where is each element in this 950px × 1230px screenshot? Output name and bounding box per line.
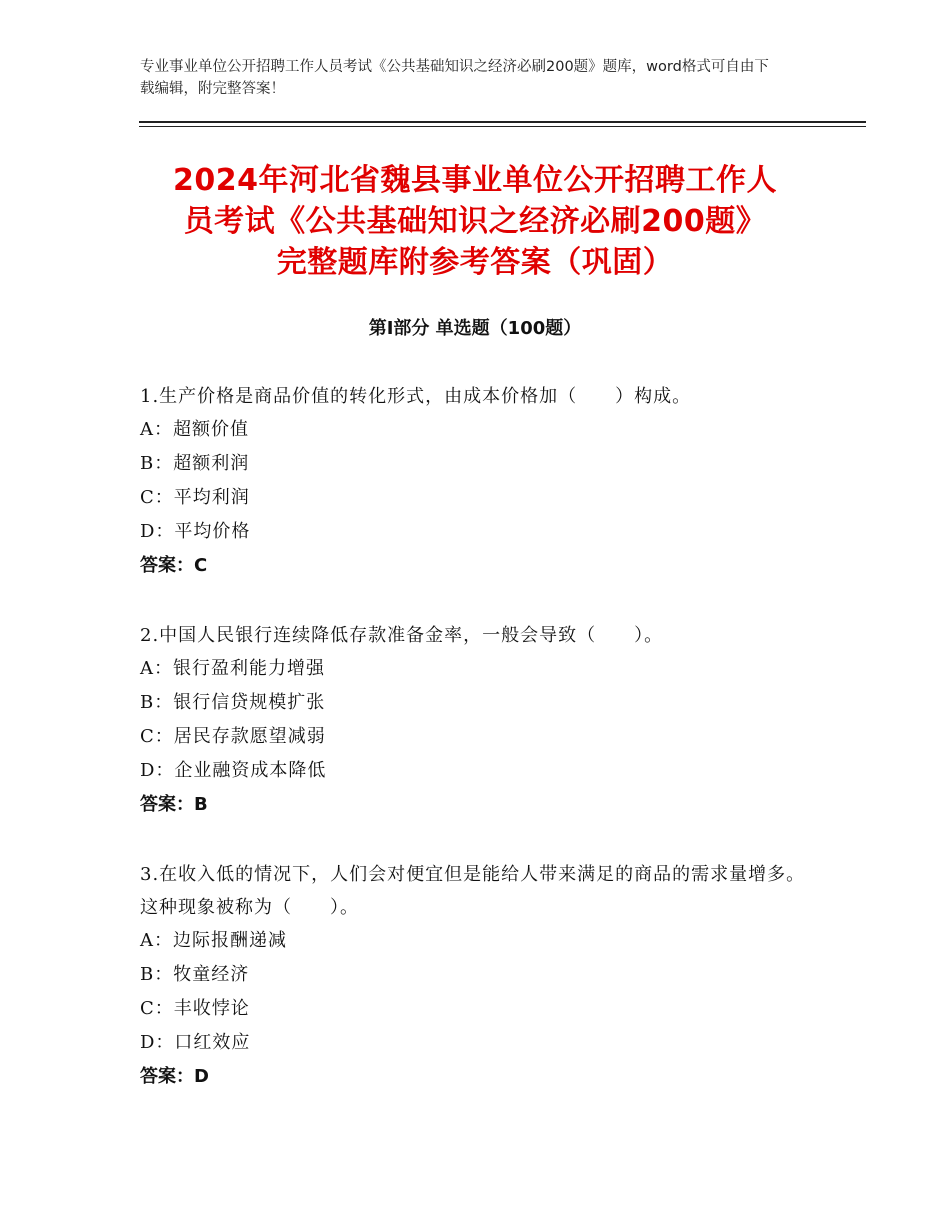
question-2 <box>140 619 820 822</box>
answer-label: 答案：C <box>140 555 208 576</box>
title-line-3: 完整题库附参考答案（巩固） <box>276 245 674 280</box>
option-c: C：丰收悖论 <box>140 998 250 1019</box>
question-1 <box>140 380 820 583</box>
option-a: A：边际报酬递减 <box>140 930 287 951</box>
option-d: D：平均价格 <box>140 521 251 542</box>
header-rule-thick <box>139 121 866 123</box>
question-stem: 3.在收入低的情况下，人们会对便宜但是能给人带来满足的商品的需求量增多。这种现象被称为（ ）。 <box>140 864 806 918</box>
question-stem: 2.中国人民银行连续降低存款准备金率，一般会导致（ ）。 <box>140 625 664 646</box>
option-b: B：银行信贷规模扩张 <box>140 692 326 713</box>
option-a: A：超额价值 <box>140 419 249 440</box>
option-d: D：企业融资成本降低 <box>140 760 327 781</box>
question-stem: 1.生产价格是商品价值的转化形式，由成本价格加（ ）构成。 <box>140 386 692 407</box>
header-note: 专业事业单位公开招聘工作人员考试《公共基础知识之经济必刷200题》题库，word格式可自由下载编辑，附完整答案！ <box>140 59 769 97</box>
header-rule-thin <box>139 126 866 127</box>
option-c: C：平均利润 <box>140 487 250 508</box>
option-d: D：口红效应 <box>140 1032 251 1053</box>
document-title <box>130 160 820 283</box>
title-line-2: 员考试《公共基础知识之经济必刷200题》 <box>183 204 767 239</box>
section-title: 第Ⅰ部分 单选题（100题） <box>368 318 582 339</box>
question-3 <box>140 858 820 1094</box>
answer-label: 答案：D <box>140 1066 209 1087</box>
option-a: A：银行盈利能力增强 <box>140 658 325 679</box>
answer-label: 答案：B <box>140 794 208 815</box>
option-b: B：牧童经济 <box>140 964 250 985</box>
title-line-1: 2024年河北省魏县事业单位公开招聘工作人 <box>173 163 777 198</box>
option-c: C：居民存款愿望减弱 <box>140 726 326 747</box>
option-b: B：超额利润 <box>140 453 250 474</box>
